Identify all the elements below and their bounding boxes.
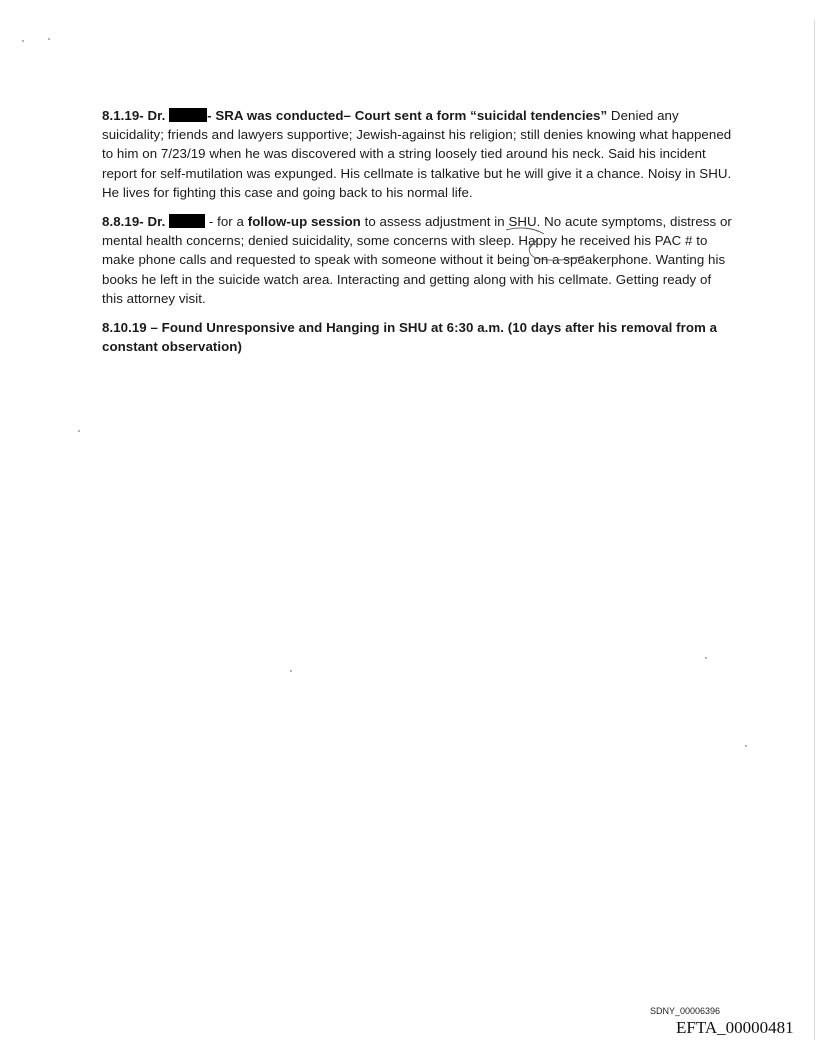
bates-number: SDNY_00006396 <box>650 1006 721 1016</box>
scan-speck <box>48 38 50 40</box>
entry-heading: follow-up session <box>247 214 361 230</box>
entry-date: 8.1.19- Dr. <box>102 108 166 123</box>
entry-date: 8.8.19- Dr. <box>102 214 166 230</box>
entry-8-10-19: 8.10.19 – Found Unresponsive and Hanging in SHU at 6:30 a.m. (10 days after his removal from a constant observation) <box>102 320 718 355</box>
scan-speck <box>22 40 24 42</box>
scan-speck <box>290 670 292 672</box>
entry-8-1-19 <box>102 106 732 202</box>
redaction-bar <box>169 108 207 122</box>
scan-edge-line <box>814 20 815 1040</box>
entry-heading: - SRA was conducted– Court sent a form “suicidal tendencies” <box>207 108 608 123</box>
scan-speck <box>78 430 80 432</box>
efta-number: EFTA_00000481 <box>676 1018 794 1037</box>
scan-speck <box>745 745 747 747</box>
redaction-bar <box>169 214 205 228</box>
entry-text: to assess adjustment in SHU. No acute symptoms, distress or mental health concerns; denied suicidality, some concerns with sleep. Happy he received his PAC # to make phone calls and requested to speak with someone without it being on a speakerphone. Wanting his books he left in the suicide watch area. Interacting and getting along with his cellmate. Getting ready of this attorney visit. <box>102 214 732 306</box>
entry-connector: - for a <box>205 214 248 230</box>
entry-text: Denied any suicidality; friends and lawyers supportive; Jewish-against his religion; still denies knowing what happened to him on 7/23/19 when he was discovered with a string loosely tied around his neck. Said his incident report for self-mutilation was expunged. His cellmate is talkative but he will give it a chance. Noisy in SHU. He lives for fighting this case and going back to his normal life. <box>102 108 732 200</box>
note-body <box>102 106 732 366</box>
scan-speck <box>705 657 707 659</box>
entry-8-8-19 <box>102 212 732 308</box>
